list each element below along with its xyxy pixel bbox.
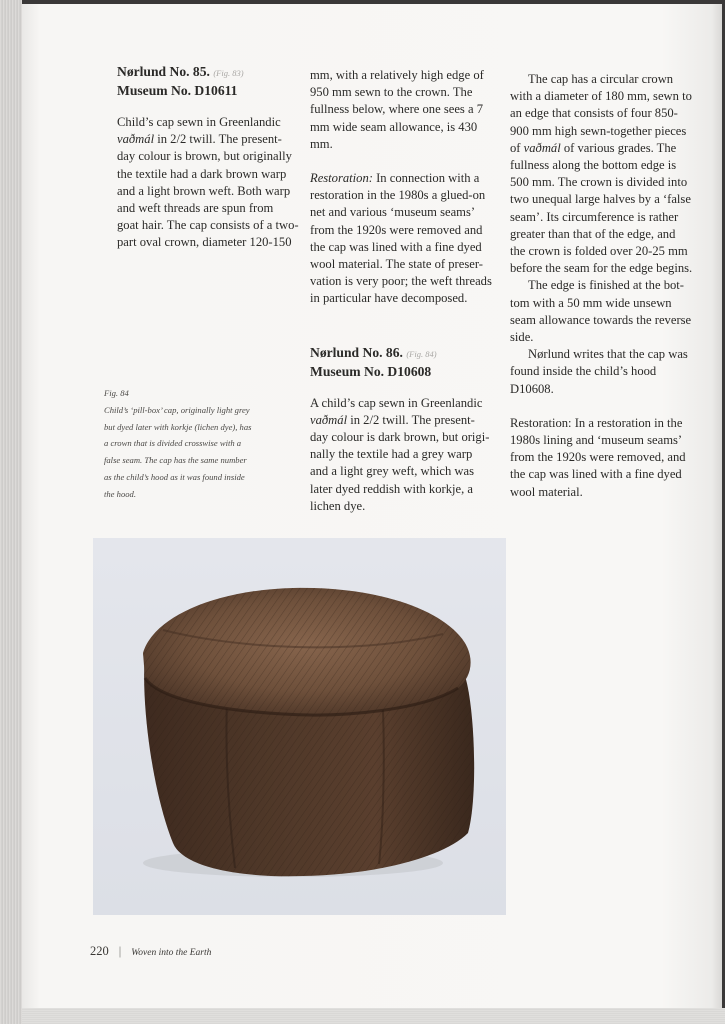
entry-number-86: Nørlund No. 86. <box>310 344 403 360</box>
body-line: The edge is finished at the bot- <box>528 278 684 293</box>
column-2 <box>310 67 500 515</box>
fig-ref-83: (Fig. 83) <box>213 68 244 78</box>
caption-line: a crown that is divided crosswise with a <box>104 438 242 449</box>
body-line: before the seam for the edge begins. <box>510 261 693 276</box>
body-line: from the 1920s were removed, and <box>510 450 686 465</box>
caption-line: Child’s ‘pill-box’ cap, originally light grey <box>104 404 250 415</box>
body-line: and a light brown weft. Both warp <box>117 183 291 198</box>
body-line: fullness along the bottom edge is <box>510 158 677 173</box>
label-restoration: Restoration: <box>310 171 373 186</box>
body-line: the cap was lined with a fine dyed <box>510 467 682 482</box>
body-line: part oval crown, diameter 120-150 <box>117 235 292 250</box>
page-footer <box>90 944 211 959</box>
body-line: mm, with a relatively high edge of <box>310 68 484 82</box>
term-vadmal: vaðmál <box>117 132 155 147</box>
caption-line: false seam. The cap has the same number <box>104 455 247 466</box>
body-line: goat hair. The cap consists of a two- <box>117 218 299 233</box>
body-line: greater than that of the edge, and <box>510 226 676 241</box>
body-line: day colour is brown, but originally <box>117 149 292 164</box>
body-line: and a light grey weft, which was <box>310 464 475 479</box>
body-line: A child’s cap sewn in Greenlandic <box>310 395 483 410</box>
body-line: an edge that consists of four 850- <box>510 106 678 121</box>
body-line: Child’s cap sewn in Greenlandic <box>117 115 281 129</box>
body-line: and weft threads are spun from <box>117 201 274 216</box>
column-3 <box>510 71 710 501</box>
body-line: mm wide seam allowance, is 430 <box>310 119 478 134</box>
body-line: fullness below, where one sees a 7 <box>310 102 483 117</box>
body-line: net and various ‘museum seams’ <box>310 205 476 220</box>
entry-heading-85 <box>117 63 302 82</box>
body-line: 900 mm high sewn-together pieces <box>510 123 687 138</box>
body-line: the crown is folded over 20-25 mm <box>510 244 688 259</box>
body-line: two unequal large halves by a ‘false <box>510 192 691 207</box>
body-line: vaðmál in 2/2 twill. The present- <box>310 412 475 427</box>
term-vadmal: vaðmál <box>523 140 561 155</box>
body-line: lichen dye. <box>310 498 366 513</box>
body-line: Nørlund writes that the cap was <box>528 347 688 362</box>
body-line: 1980s lining and ‘museum seams’ <box>510 433 683 448</box>
body-line: wool material. The state of preser- <box>310 257 483 272</box>
body-line: 950 mm sewn to the crown. The <box>310 85 473 100</box>
caption-line: Fig. 84 <box>104 388 129 398</box>
page-bottom-edge <box>22 1008 725 1024</box>
museum-number-d10611: Museum No. D10611 <box>117 83 238 98</box>
fig-ref-84: (Fig. 84) <box>406 348 437 359</box>
entry-number-85: Nørlund No. 85. <box>117 64 210 79</box>
body-line: nally the textile had a grey warp <box>310 447 473 462</box>
body-line: 500 mm. The crown is divided into <box>510 175 688 190</box>
caption-line: the hood. <box>104 488 136 499</box>
entry-heading-86 <box>310 344 500 363</box>
body-line: from the 1920s were removed and <box>310 222 483 237</box>
page-edge-stack <box>0 0 22 1024</box>
cap-image <box>93 538 506 915</box>
body-line: seam allowance towards the reverse <box>510 312 692 327</box>
body-line: found inside the child’s hood <box>510 364 657 379</box>
page-number: 220 <box>90 944 109 958</box>
body-line: the textile had a dark brown warp <box>117 166 287 181</box>
cap-photograph <box>93 538 506 915</box>
body-line: seam’. Its circumference is rather <box>510 209 679 224</box>
body-line: restoration in the 1980s a glued-on <box>310 188 486 203</box>
body-line: vaðmál in 2/2 twill. The present- <box>117 132 282 147</box>
body-line: day colour is dark brown, but origi- <box>310 430 490 445</box>
body-line: Restoration: In connection with a <box>310 171 480 186</box>
museum-number-d10608: Museum No. D10608 <box>310 363 432 379</box>
body-line: of vaðmál of various grades. The <box>510 140 677 155</box>
footer-separator: | <box>118 944 122 958</box>
body-line: mm. <box>310 136 333 151</box>
body-line: with a diameter of 180 mm, sewn to <box>510 89 692 104</box>
book-title: Woven into the Earth <box>131 948 212 958</box>
body-line: vation is very poor; the weft threads <box>310 274 492 289</box>
body-line: The cap has a circular crown <box>528 72 674 86</box>
body-line: tom with a 50 mm wide unsewn <box>510 295 672 310</box>
body-line: in particular have decomposed. <box>310 291 468 306</box>
figure-caption <box>104 385 294 503</box>
body-line: side. <box>510 330 534 345</box>
body-line: the cap was lined with a fine dyed <box>310 239 482 254</box>
body-line: Restoration: In a restoration in the <box>510 415 683 430</box>
body-line: wool material. <box>510 484 583 499</box>
column-1 <box>117 63 302 252</box>
body-line: later dyed reddish with korkje, a <box>310 481 473 496</box>
body-line: D10608. <box>510 381 554 396</box>
caption-line: as the child’s hood as it was found inside <box>104 471 245 482</box>
caption-line: but dyed later with korkje (lichen dye), has <box>104 421 252 432</box>
term-vadmal: vaðmál <box>310 412 348 427</box>
